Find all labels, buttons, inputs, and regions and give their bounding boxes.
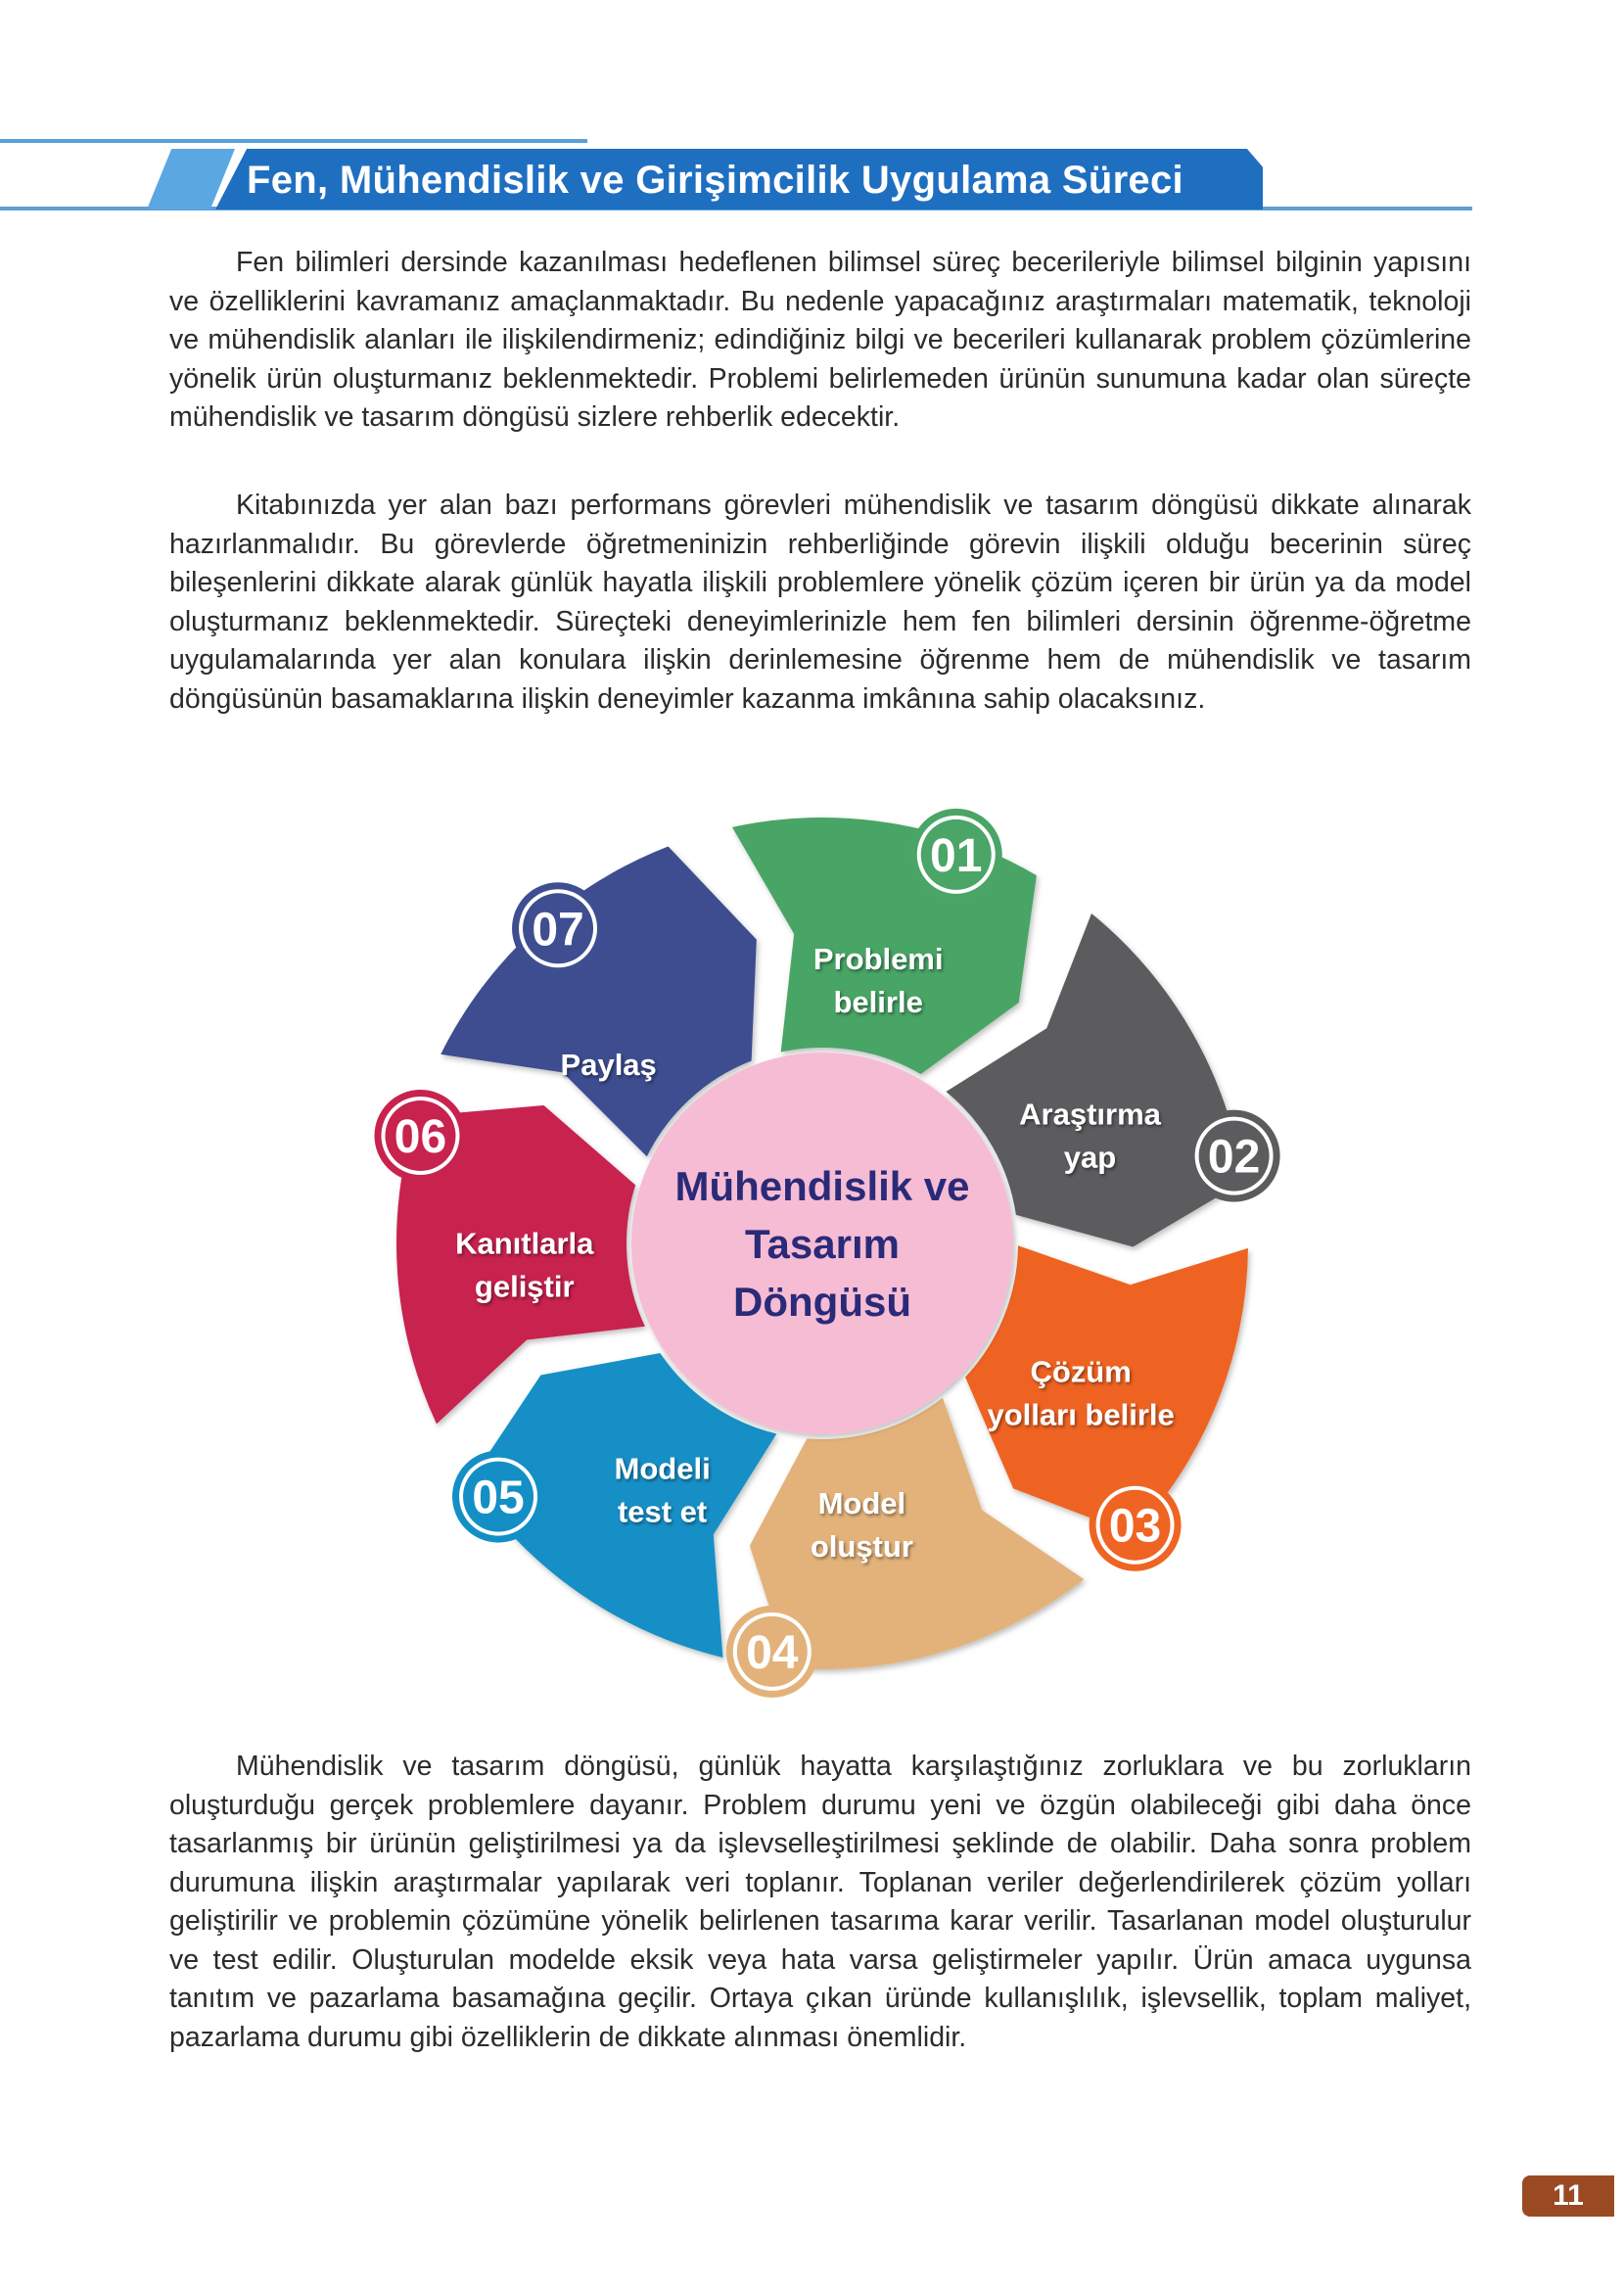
step-number: 02 [1207, 1131, 1261, 1184]
step-number-badge-07 [512, 882, 604, 974]
step-number-badge-02 [1188, 1110, 1280, 1202]
cycle-step-label-07: Paylaş [560, 1047, 657, 1082]
cycle-step-label-06: Kanıtlarla geliştir [455, 1226, 594, 1304]
step-number-badge-01 [910, 809, 1002, 901]
step-number-badge-03 [1090, 1479, 1182, 1571]
step-number: 07 [532, 904, 584, 957]
cycle-svg [352, 773, 1292, 1713]
paragraph-intro: Fen bilimleri dersinde kazanılması hedeflenen bilimsel süreç becerileriyle bilimsel bilginin yapısını ve özelliklerini kavramanız amaçlanmaktadır. Bu nedenle yapacağınız araştırmaları matematik, teknoloji ve mühendislik alanları ile ilişkilendirmeniz; edindiğiniz bilgi ve becerileri kullanarak problem çözümlerine yönelik ürün oluşturmanız beklenmektedir. Problemi belirlemeden ürünün sunumuna kadar olan süreçte mühendislik ve tasarım döngüsü sizlere rehberlik edecektir. [169, 247, 1471, 433]
header-rule-left [0, 139, 587, 143]
engineering-design-cycle-diagram [352, 773, 1292, 1713]
paragraph-performance-tasks: Kitabınızda yer alan bazı performans görevleri mühendislik ve tasarım döngüsü dikkate alınarak hazırlanmalıdır. Bu görevlerde öğretmeninizin rehberliğinde görevin ilişkili olduğu becerinin süreç bileşenlerini dikkate alarak günlük hayatla ilişkili problemlere yönelik çözüm içeren bir ürün ya da model oluşturmanız beklenmektedir. Süreçteki deneyimlerinizle hem fen bilimleri dersinin öğrenme-öğretme uygulamalarında yer alan konulara ilişkin derinlemesine öğrenme hem de mühendislik ve tasarım döngüsünün basamaklarına ilişkin deneyimler kazanma imkânına sahip olacaksınız. [169, 490, 1471, 715]
cycle-step-label-02: Araştırma yap [1019, 1097, 1161, 1175]
step-number-badge-05 [452, 1451, 544, 1543]
step-number-badge-06 [374, 1090, 466, 1182]
paragraph-cycle-explanation: Mühendislik ve tasarım döngüsü, günlük hayatta karşılaştığınız zorluklara ve bu zorlukların oluşturduğu gerçek problemlere dayanır. Problem durumu yeni ve özgün olabileceği gibi daha önce tasarlanmış bir ürünün geliştirilmesi ya da işlevselleştirilmesi şeklinde de olabilir. Daha sonra problem durumuna ilişkin araştırmalar yapılarak veri toplanır. Toplanan veriler değerlendirilerek çözüm yolları geliştirilir ve problemin çözümüne yönelik belirlenen tasarıma karar verilir. Tasarlanan model oluşturulur ve test edilir. Oluşturulan modelde eksik veya hata varsa geliştirmeler yapılır. Ürün amaca uygunsa tanıtım ve pazarlama basamağına geçilir. Ortaya çıkan üründe kullanışlılık, işlevsellik, toplam maliyet, pazarlama durumu gibi özelliklerin de dikkate alınması önemlidir. [169, 1751, 1471, 2053]
cycle-center-title: Mühendislik ve Tasarım Döngüsü [674, 1163, 970, 1325]
step-number: 04 [746, 1626, 799, 1679]
cycle-step-label-04: Model oluştur [810, 1486, 913, 1565]
step-number: 06 [394, 1111, 447, 1164]
cycle-step-label-01: Problemi belirle [812, 942, 944, 1020]
cycle-step-label-05: Modeli test et [614, 1451, 711, 1529]
step-number: 01 [930, 829, 983, 882]
step-number: 05 [472, 1472, 525, 1524]
page-title: Fen, Mühendislik ve Girişimcilik Uygulama Süreci [247, 159, 1183, 202]
cycle-step-label-03: Çözüm yolları belirle [987, 1354, 1175, 1432]
step-number: 03 [1108, 1500, 1162, 1553]
page-number: 11 [1522, 2175, 1614, 2217]
step-number-badge-04 [726, 1606, 818, 1698]
